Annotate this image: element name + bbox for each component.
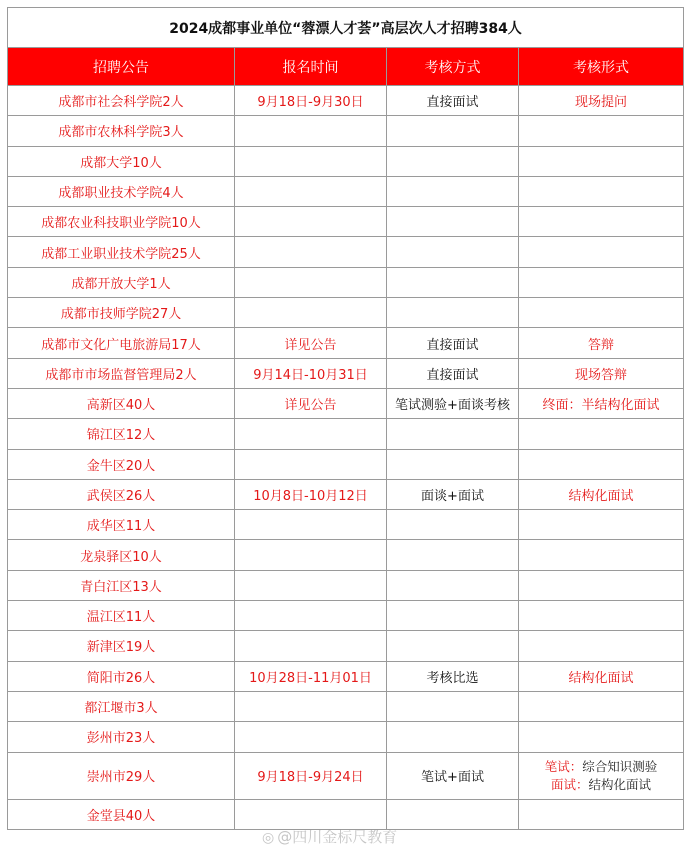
cell-assessment-method bbox=[387, 176, 519, 206]
cell-registration-time: 10月8日-10月12日 bbox=[235, 479, 387, 509]
cell-assessment-method bbox=[387, 146, 519, 176]
table-row bbox=[8, 358, 684, 388]
cell-registration-time bbox=[235, 267, 387, 297]
cell-assessment-form bbox=[519, 176, 684, 206]
table-row bbox=[8, 631, 684, 661]
cell-unit: 简阳市26人 bbox=[8, 661, 235, 691]
cell-registration-time bbox=[235, 691, 387, 721]
cell-registration-time bbox=[235, 510, 387, 540]
table-row bbox=[8, 419, 684, 449]
cell-assessment-method bbox=[387, 601, 519, 631]
cell-assessment-form bbox=[519, 631, 684, 661]
cell-assessment-form bbox=[519, 116, 684, 146]
cell-registration-time: 10月28日-11月01日 bbox=[235, 661, 387, 691]
cell-assessment-form: 现场答辩 bbox=[519, 358, 684, 388]
cell-assessment-method: 直接面试 bbox=[387, 358, 519, 388]
cell-registration-time bbox=[235, 540, 387, 570]
table-row bbox=[8, 752, 684, 799]
cell-assessment-method bbox=[387, 540, 519, 570]
cell-assessment-method bbox=[387, 267, 519, 297]
table-row bbox=[8, 86, 684, 116]
cell-assessment-method bbox=[387, 207, 519, 237]
cell-assessment-form bbox=[519, 601, 684, 631]
header-row bbox=[8, 48, 684, 86]
table-row bbox=[8, 116, 684, 146]
cell-assessment-method bbox=[387, 237, 519, 267]
cell-registration-time bbox=[235, 570, 387, 600]
cell-assessment-form bbox=[519, 207, 684, 237]
cell-unit: 成都市技师学院27人 bbox=[8, 298, 235, 328]
cell-assessment-method bbox=[387, 298, 519, 328]
cell-assessment-form bbox=[519, 419, 684, 449]
table-title: 2024成都事业单位“蓉漂人才荟”高层次人才招聘384人 bbox=[8, 8, 684, 48]
cell-assessment-form bbox=[519, 799, 684, 829]
table-row bbox=[8, 479, 684, 509]
cell-assessment-form: 结构化面试 bbox=[519, 661, 684, 691]
table-row bbox=[8, 601, 684, 631]
cell-assessment-form: 终面：半结构化面试 bbox=[519, 388, 684, 418]
table-row bbox=[8, 328, 684, 358]
cell-registration-time bbox=[235, 298, 387, 328]
cell-assessment-method bbox=[387, 449, 519, 479]
cell-assessment-form: 答辩 bbox=[519, 328, 684, 358]
cell-assessment-form: 结构化面试 bbox=[519, 479, 684, 509]
cell-assessment-method bbox=[387, 691, 519, 721]
cell-unit: 龙泉驿区10人 bbox=[8, 540, 235, 570]
table-row bbox=[8, 176, 684, 206]
table-row bbox=[8, 449, 684, 479]
cell-assessment-method: 考核比选 bbox=[387, 661, 519, 691]
cell-unit: 新津区19人 bbox=[8, 631, 235, 661]
cell-registration-time bbox=[235, 116, 387, 146]
cell-assessment-form bbox=[519, 298, 684, 328]
cell-unit: 成都市文化广电旅游局17人 bbox=[8, 328, 235, 358]
cell-unit: 青白江区13人 bbox=[8, 570, 235, 600]
cell-assessment-method bbox=[387, 631, 519, 661]
table-row bbox=[8, 510, 684, 540]
cell-unit: 锦江区12人 bbox=[8, 419, 235, 449]
cell-assessment-method: 直接面试 bbox=[387, 328, 519, 358]
cell-registration-time bbox=[235, 207, 387, 237]
recruitment-table bbox=[7, 7, 684, 830]
cell-registration-time bbox=[235, 449, 387, 479]
cell-unit: 成都农业科技职业学院10人 bbox=[8, 207, 235, 237]
header-assessment-method: 考核方式 bbox=[387, 48, 519, 86]
cell-unit: 金堂县40人 bbox=[8, 799, 235, 829]
cell-assessment-form bbox=[519, 237, 684, 267]
form-line-text: 结构化面试 bbox=[588, 776, 652, 792]
cell-assessment-method bbox=[387, 799, 519, 829]
cell-registration-time: 9月18日-9月30日 bbox=[235, 86, 387, 116]
cell-unit: 成都市农林科学院3人 bbox=[8, 116, 235, 146]
table-row bbox=[8, 691, 684, 721]
table-row bbox=[8, 570, 684, 600]
cell-unit: 彭州市23人 bbox=[8, 722, 235, 752]
table-row bbox=[8, 722, 684, 752]
cell-assessment-form bbox=[519, 449, 684, 479]
cell-unit: 武侯区26人 bbox=[8, 479, 235, 509]
cell-unit: 成都市市场监督管理局2人 bbox=[8, 358, 235, 388]
cell-registration-time bbox=[235, 176, 387, 206]
cell-assessment-method: 直接面试 bbox=[387, 86, 519, 116]
cell-registration-time bbox=[235, 799, 387, 829]
header-assessment-form: 考核形式 bbox=[519, 48, 684, 86]
header-registration-time: 报名时间 bbox=[235, 48, 387, 86]
cell-assessment-method bbox=[387, 570, 519, 600]
table-row bbox=[8, 799, 684, 829]
form-line-text: 综合知识测验 bbox=[582, 758, 658, 774]
cell-assessment-form bbox=[519, 570, 684, 600]
cell-unit: 崇州市29人 bbox=[8, 752, 235, 799]
weibo-icon: ◎ bbox=[262, 830, 275, 846]
cell-registration-time: 详见公告 bbox=[235, 388, 387, 418]
cell-assessment-method: 面谈+面试 bbox=[387, 479, 519, 509]
table-row bbox=[8, 146, 684, 176]
table-row bbox=[8, 267, 684, 297]
cell-unit: 都江堰市3人 bbox=[8, 691, 235, 721]
table-row bbox=[8, 298, 684, 328]
cell-assessment-form bbox=[519, 722, 684, 752]
watermark-text: @四川金标尺教育 bbox=[277, 828, 398, 846]
cell-unit: 成都职业技术学院4人 bbox=[8, 176, 235, 206]
cell-assessment-form bbox=[519, 146, 684, 176]
cell-assessment-form bbox=[519, 267, 684, 297]
table-body bbox=[8, 86, 684, 830]
table-row bbox=[8, 237, 684, 267]
cell-unit: 成都大学10人 bbox=[8, 146, 235, 176]
cell-unit: 金牛区20人 bbox=[8, 449, 235, 479]
cell-assessment-method bbox=[387, 419, 519, 449]
cell-assessment-form bbox=[519, 691, 684, 721]
form-line-label: 笔试： bbox=[544, 758, 583, 774]
cell-registration-time: 9月18日-9月24日 bbox=[235, 752, 387, 799]
table-row bbox=[8, 540, 684, 570]
cell-registration-time bbox=[235, 631, 387, 661]
cell-registration-time bbox=[235, 722, 387, 752]
cell-registration-time bbox=[235, 146, 387, 176]
header-announcement: 招聘公告 bbox=[8, 48, 235, 86]
table-row bbox=[8, 207, 684, 237]
cell-registration-time bbox=[235, 237, 387, 267]
cell-unit: 温江区11人 bbox=[8, 601, 235, 631]
cell-registration-time bbox=[235, 601, 387, 631]
cell-unit: 成都工业职业技术学院25人 bbox=[8, 237, 235, 267]
cell-registration-time: 详见公告 bbox=[235, 328, 387, 358]
cell-unit: 高新区40人 bbox=[8, 388, 235, 418]
cell-assessment-method bbox=[387, 116, 519, 146]
cell-assessment-method bbox=[387, 722, 519, 752]
cell-registration-time bbox=[235, 419, 387, 449]
cell-assessment-form: 现场提问 bbox=[519, 86, 684, 116]
table-row bbox=[8, 388, 684, 418]
table-row bbox=[8, 661, 684, 691]
cell-registration-time: 9月14日-10月31日 bbox=[235, 358, 387, 388]
cell-assessment-method: 笔试测验+面谈考核 bbox=[387, 388, 519, 418]
cell-unit: 成都市社会科学院2人 bbox=[8, 86, 235, 116]
cell-unit: 成华区11人 bbox=[8, 510, 235, 540]
watermark bbox=[262, 826, 397, 847]
cell-assessment-form bbox=[519, 752, 684, 799]
cell-assessment-form bbox=[519, 540, 684, 570]
cell-assessment-method: 笔试+面试 bbox=[387, 752, 519, 799]
cell-assessment-form bbox=[519, 510, 684, 540]
form-line-label: 面试： bbox=[551, 776, 589, 792]
cell-assessment-method bbox=[387, 510, 519, 540]
cell-unit: 成都开放大学1人 bbox=[8, 267, 235, 297]
